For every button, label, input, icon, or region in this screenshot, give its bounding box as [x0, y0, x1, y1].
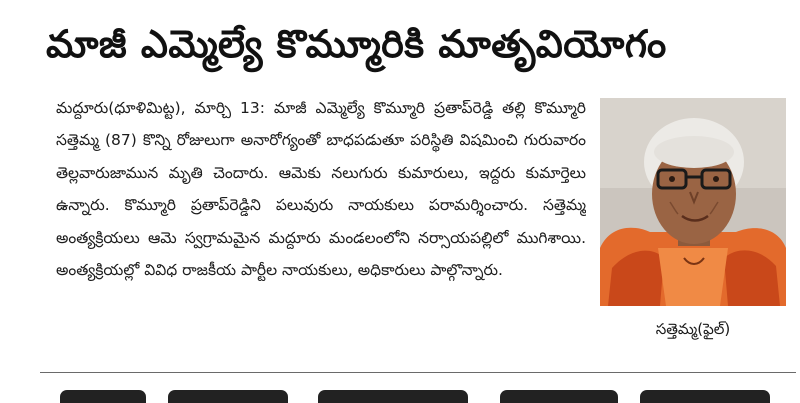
- next-headline-clipped: [60, 384, 780, 403]
- section-divider: [40, 372, 796, 373]
- article-headline: మాజీ ఎమ్మెల్యే కొమ్మూరికి మాతృవియోగం: [46, 22, 667, 66]
- article-body: మద్దూరు(ధూళిమిట్ట), మార్చి 13: మాజీ ఎమ్మెల్యే కొమ్మూరి ప్రతాప్‌రెడ్డి తల్లి కొమ్మూరి సత్తెమ్మ (87) కొన్ని రోజులుగా అనారోగ్యంతో బాధపడుతూ పరిస్థితి విషమించి గురువారం తెల్లవారుజామున మృతి చెందారు. ఆమెకు నలుగురు కుమారులు, ఇద్దరు కుమార్తెలు ఉన్నారు. కొమ్మూరి ప్రతాప్‌రెడ్డిని పలువురు నాయకులు పరామర్శించారు. సత్తెమ్మ అంత్యక్రియలు ఆమె స్వగ్రామమైన మద్దూరు మండలంలోని నర్సాయపల్లిలో ముగిశాయి. అంత్యక్రియల్లో వివిధ రాజకీయ పార్టీల నాయకులు, అధికారులు పాల్గొన్నారు.: [56, 99, 586, 280]
- photo-caption: సత్తెమ్మ(ఫైల్): [655, 320, 731, 338]
- portrait-photo: [600, 98, 786, 306]
